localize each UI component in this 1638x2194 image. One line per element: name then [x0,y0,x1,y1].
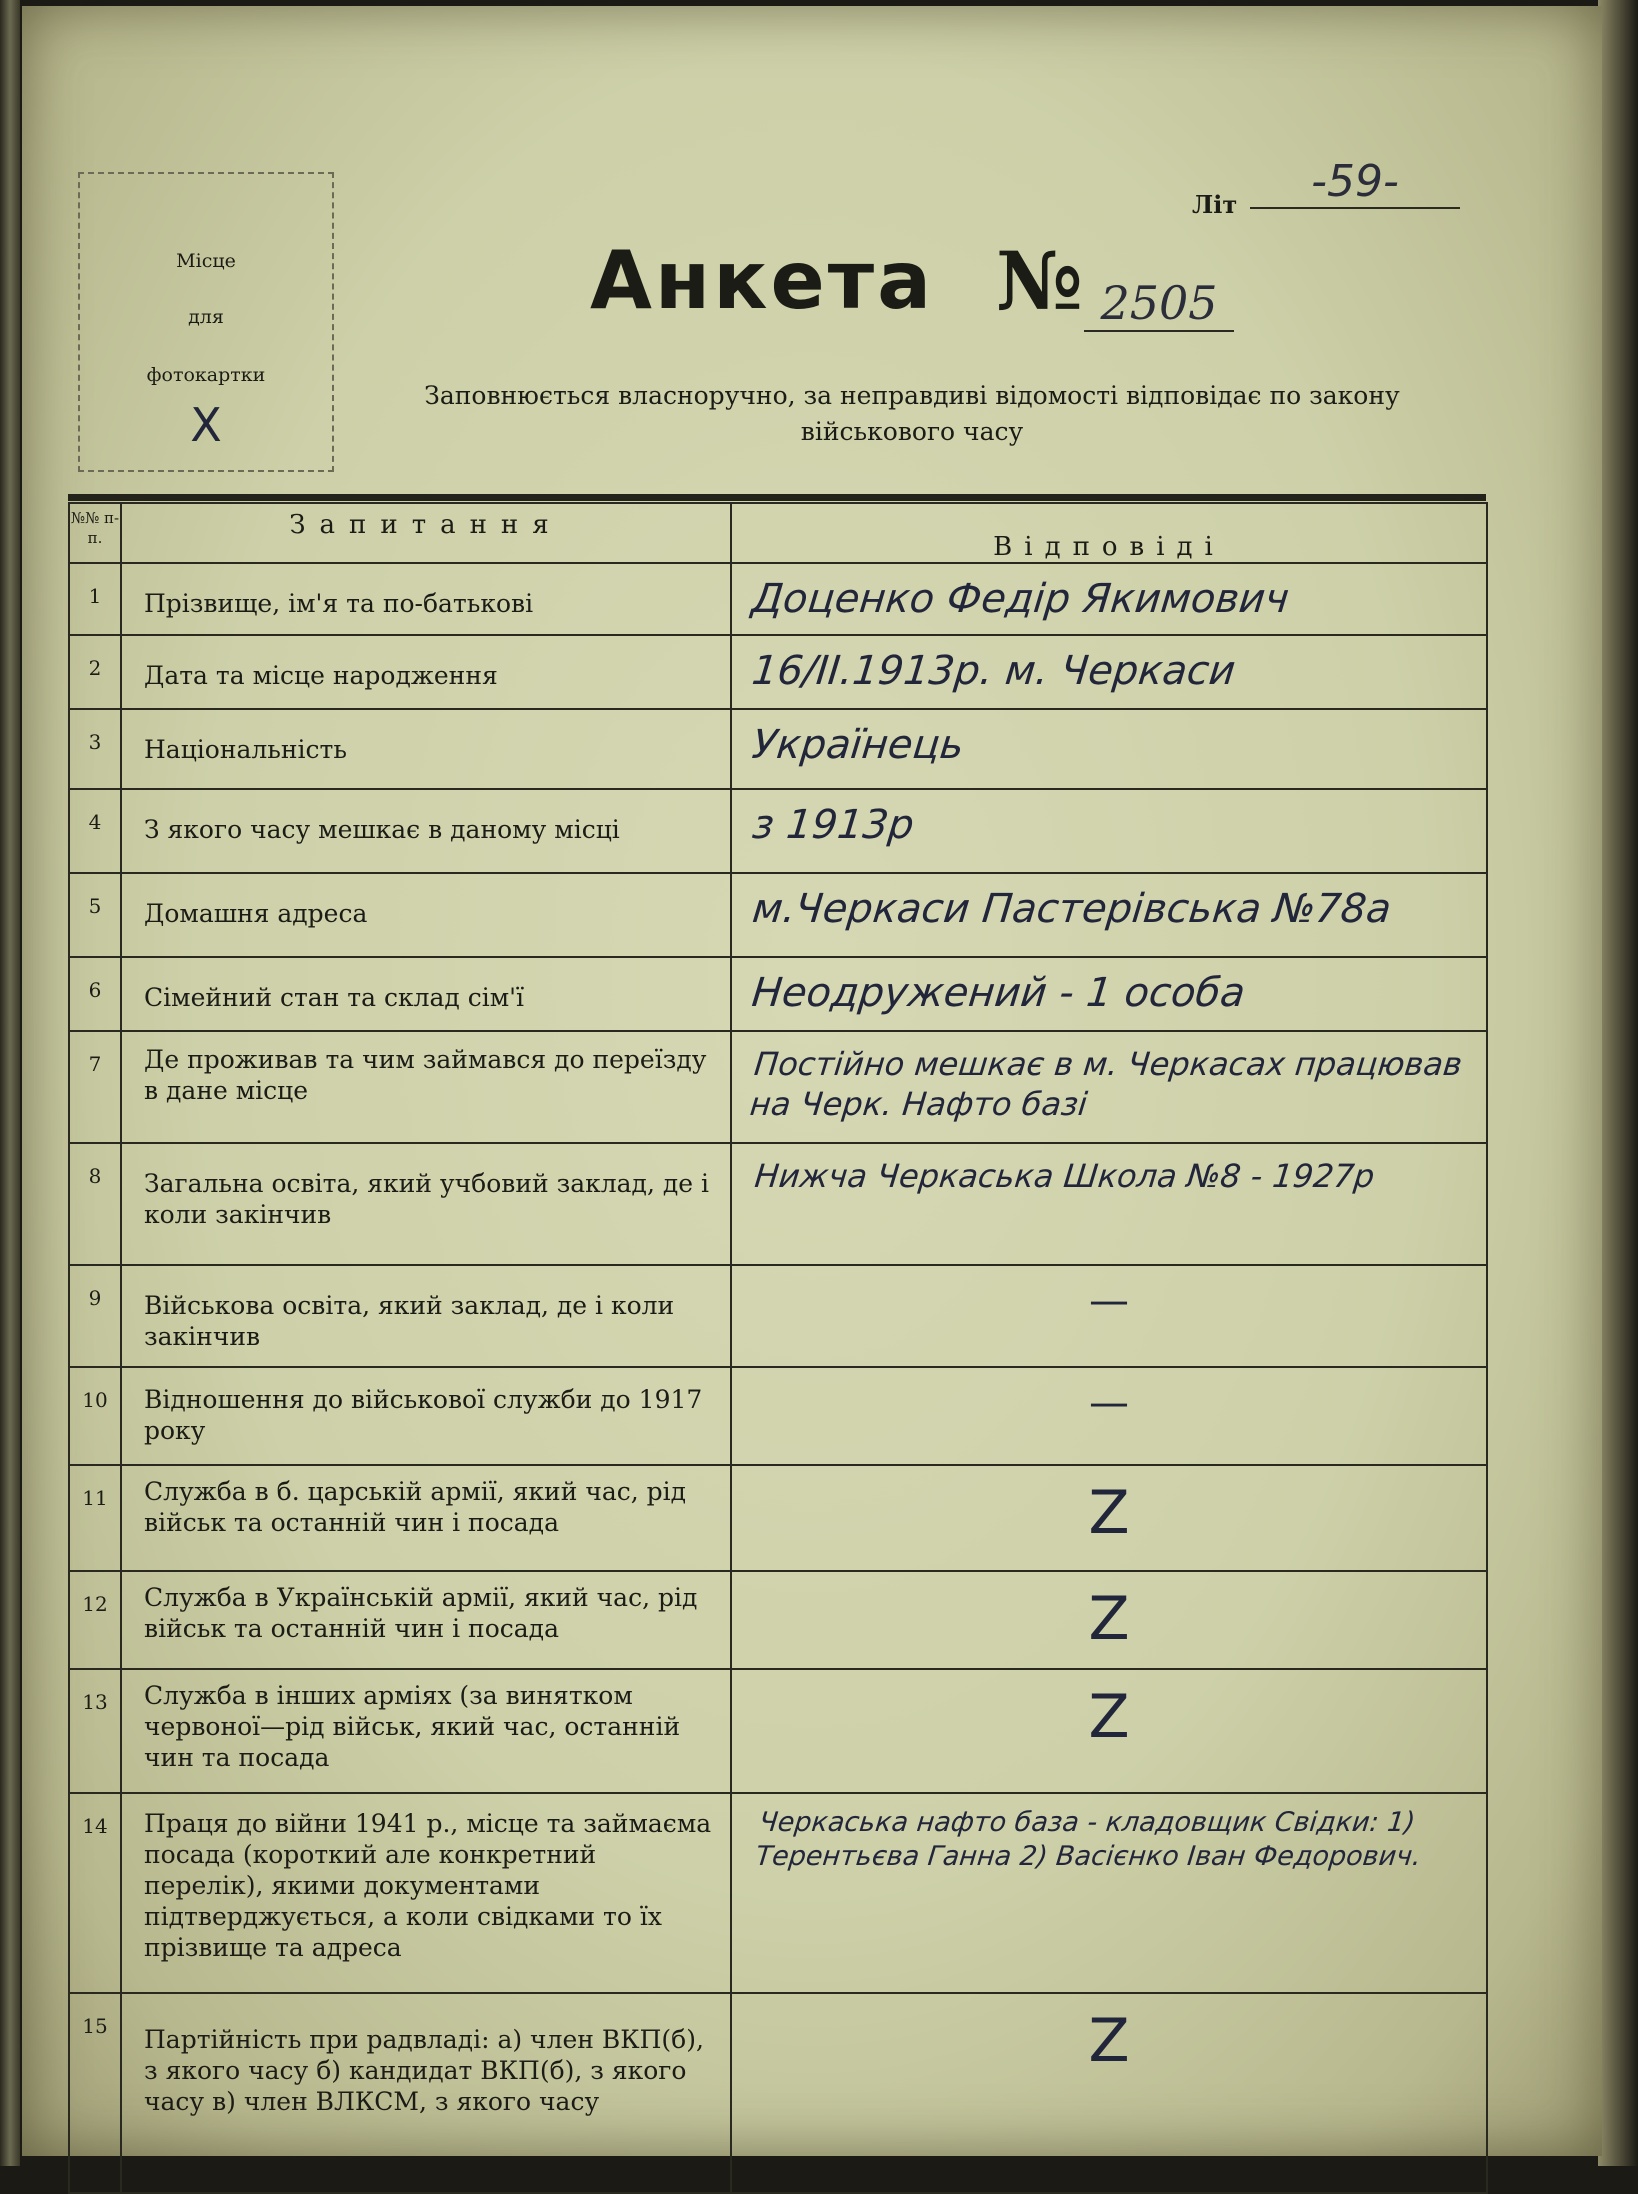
form-number: 2505 [1084,276,1234,332]
row-number: 7 [69,1031,121,1143]
row-answer: Доценко Федір Якимович [727,563,1491,635]
row-number: 1 [69,563,121,635]
form-subtitle [362,378,1462,450]
row-number: 6 [69,957,121,1031]
row-question: Служба в б. царській армії, який час, рід військ та останній чин і посада [121,1465,731,1571]
subtitle-line-1: Заповнюється власноручно, за неправдиві відомості відповідає по закону [424,381,1400,410]
row-question: Дата та місце народження [121,635,731,709]
photo-label-line2: для [188,306,224,328]
row-answer: м.Черкаси Пастерівська №78а [727,873,1492,957]
row-answer: — [731,1265,1487,1367]
row-number: 2 [69,635,121,709]
row-question: Національність [121,709,731,789]
table-row [69,1793,1487,1993]
number-sign: № [996,234,1083,328]
table-row [69,1669,1487,1793]
row-answer: Z [731,1669,1487,1793]
row-number: 9 [69,1265,121,1367]
col-header-answer: Відповіді [731,503,1487,563]
row-number: 8 [69,1143,121,1265]
questionnaire-page [22,6,1602,2156]
sheet-label: Літ [1192,190,1238,219]
row-number: 5 [69,873,121,957]
row-question: Сімейний стан та склад сім'ї [121,957,731,1031]
table-row [69,1993,1487,2193]
table-row [69,1367,1487,1465]
row-number: 11 [69,1465,121,1571]
table-row [69,1265,1487,1367]
photo-label-line1: Місце [176,250,236,272]
row-question: Служба в інших арміях (за винятком червоної—рід військ, який час, останній чин та посада [121,1669,731,1793]
row-answer: Z [731,1993,1487,2193]
row-question: Домашня адреса [121,873,731,957]
photo-placeholder [78,172,334,472]
row-answer: Z [731,1465,1487,1571]
row-number: 12 [69,1571,121,1669]
row-number: 4 [69,789,121,873]
row-answer: Постійно мешкає в м. Черкасах працював на Черк. Нафто базі [725,1031,1493,1143]
row-question: Військова освіта, який заклад, де і коли закінчив [121,1265,731,1367]
col-header-question: Запитання [121,503,731,563]
photo-mark: Х [190,398,222,452]
row-question: Партійність при радвладі: а) член ВКП(б), з якого часу б) кандидат ВКП(б), з якого часу в) член ВЛКСМ, з якого часу [121,1993,731,2193]
row-number: 15 [69,1993,121,2193]
row-answer: — [731,1367,1487,1465]
row-question: Загальна освіта, який учбовий заклад, де і коли закінчив [121,1143,731,1265]
book-spine-left [0,0,20,2166]
row-answer: 16/ІІ.1913р. м. Черкаси [727,635,1491,709]
row-answer: Неодружений - 1 особа [727,957,1491,1031]
col-header-number: №№ п-п. [69,503,121,563]
row-number: 10 [69,1367,121,1465]
row-answer: Нижча Черкаська Школа №8 - 1927р [725,1143,1494,1265]
table-row [69,1571,1487,1669]
table-row [69,873,1487,957]
sheet-number: -59- [1250,156,1460,209]
table-row [69,789,1487,873]
header-rule [68,494,1486,501]
row-number: 13 [69,1669,121,1793]
table-row [69,1031,1487,1143]
row-answer: з 1913р [727,789,1492,873]
photo-label-line3: фотокартки [146,364,266,386]
table-header-row [69,503,1487,563]
form-title: Анкета [590,234,935,327]
table-row [69,563,1487,635]
row-answer: Українець [727,709,1491,789]
row-question: З якого часу мешкає в даному місці [121,789,731,873]
table-row [69,1143,1487,1265]
table-row [69,709,1487,789]
row-number: 14 [69,1793,121,1993]
row-question: Де проживав та чим займався до переїзду в дане місце [121,1031,731,1143]
row-question: Служба в Українській армії, який час, рід військ та останній чин і посада [121,1571,731,1669]
row-question: Праця до війни 1941 р., місце та займаєма посада (короткий але конкретний перелік), якими документами підтверджується, а коли свідками то їх прізвище та адреса [121,1793,731,1993]
table-row [69,957,1487,1031]
row-number: 3 [69,709,121,789]
table-row [69,635,1487,709]
row-answer: Z [731,1571,1487,1669]
subtitle-line-2: військового часу [800,417,1024,446]
table-row [69,1465,1487,1571]
row-answer: Черкаська нафто база - кладовщик Свідки: 1) Терентьєва Ганна 2) Васієнко Іван Федорович. [720,1793,1497,1993]
row-question: Прізвище, ім'я та по-батькові [121,563,731,635]
book-edge-right [1598,0,1638,2166]
questionnaire-table [68,502,1488,2194]
row-question: Відношення до військової служби до 1917 року [121,1367,731,1465]
